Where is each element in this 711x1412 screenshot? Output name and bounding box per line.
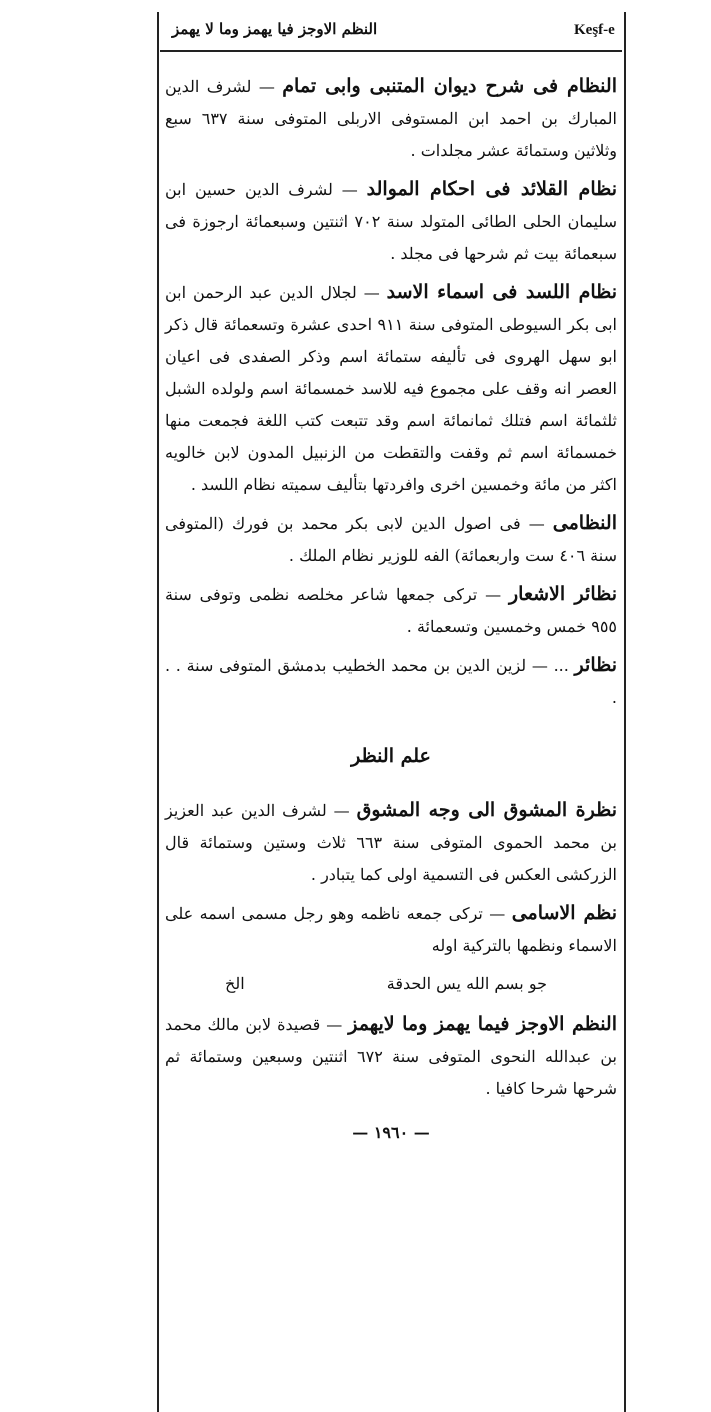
entry-text: — لشرف الدين حسين ابن سليمان الحلى الطائى المتولد سنة ٧٠٢ اثنتين وسبعمائة ارجوزة فى سبعمائة بيت ثم شرحها فى مجلد . xyxy=(165,180,617,263)
entry xyxy=(165,70,617,167)
entry-headword: النظام فى شرح ديوان المتنبى وابى تمام xyxy=(282,75,617,97)
entry-text: ... — لزين الدين بن محمد الخطيب بدمشق المتوفى سنة . . . xyxy=(165,656,617,707)
running-header xyxy=(160,14,622,52)
verse-etc: الخ xyxy=(225,974,245,993)
entry-headword: نظائر الاشعار xyxy=(509,583,617,605)
entry xyxy=(165,173,617,270)
page-number: — ١٩٦٠ — xyxy=(352,1123,430,1142)
verse-line xyxy=(165,968,617,1000)
entry xyxy=(165,578,617,643)
running-title: النظم الاوجز فيا يهمز وما لا يهمز xyxy=(172,20,378,38)
entry-text: — لشرف الدين المبارك بن احمد ابن المستوفى الاربلى المتوفى سنة ٦٣٧ سبع وثلاثين وستمائة عشر مجلدات . xyxy=(165,77,617,160)
entry-headword: نظام القلائد فى احكام الموالد xyxy=(366,178,617,200)
entry-text: — تركى جمعه ناظمه وهو رجل مسمى اسمه على الاسماء ونظمها بالتركية اوله xyxy=(165,904,617,955)
entry-text: — قصيدة لابن مالك محمد بن عبدالله النحوى المتوفى سنة ٦٧٢ اثنتين وسبعين وستمائة ثم شرحها شرحا كافيا . xyxy=(165,1015,618,1098)
entry xyxy=(165,507,617,572)
section-heading: علم النظر xyxy=(351,745,431,767)
entry xyxy=(165,276,617,501)
right-column-rule xyxy=(624,12,626,1412)
entry-text: — لجلال الدين عبد الرحمن ابن ابى بكر السيوطى المتوفى سنة ٩١١ احدى عشرة وتسعمائة قال ذكر ابو سهل الهروى فى تأليفه ستمائة اسم وذكر الصفدى فى اعيان العصر انه وقف على مجموع فيه للاسد خمسمائة اسم ولولده الشبل ثلثمائة اسم فتلك ثمانمائة اسم وقد تتبعت كتب اللغة فجمعت منها خمسمائة اسم ثم وقفت والتقطت من الزنبيل المدون لابن خالويه اكثر من مائة وخمسين اخرى وافردتها بتأليف سميته نظام اللسد . xyxy=(165,283,618,494)
entry-headword: نظائر xyxy=(574,654,617,676)
entry-headword: النظم الاوجز فيما يهمز وما لايهمز xyxy=(348,1013,617,1035)
entry xyxy=(165,1008,617,1105)
verse-first-hemistich: جو بسم الله يس الحدقة xyxy=(386,974,547,993)
entry-text: — لشرف الدين عبد العزيز بن محمد الحموى المتوفى سنة ٦٦٣ ثلاث وستين وستمائة قال الزركشى العكس فى التسمية اولى كما يتبادر . xyxy=(165,801,618,884)
entry-headword: نظام اللسد فى اسماء الاسد xyxy=(386,281,618,303)
corner-label: Keşf-e xyxy=(574,22,615,38)
entry-headword: النظامى xyxy=(552,512,617,534)
entry xyxy=(165,794,617,891)
entry-text: — تركى جمعها شاعر مخلصه نظمى وتوفى سنة ٩٥٥ خمس وخمسين وتسعمائة . xyxy=(165,585,617,636)
entry-text: — فى اصول الدين لابى بكر محمد بن فورك (المتوفى سنة ٤٠٦ ست واربعمائة) الفه للوزير نظام الملك . xyxy=(165,514,617,565)
page-body xyxy=(165,70,617,1149)
entry-headword: نظرة المشوق الى وجه المشوق xyxy=(356,799,617,821)
entry-headword: نظم الاسامى xyxy=(511,902,617,924)
left-column-rule xyxy=(157,12,159,1412)
entry xyxy=(165,897,617,962)
entry xyxy=(165,649,617,714)
